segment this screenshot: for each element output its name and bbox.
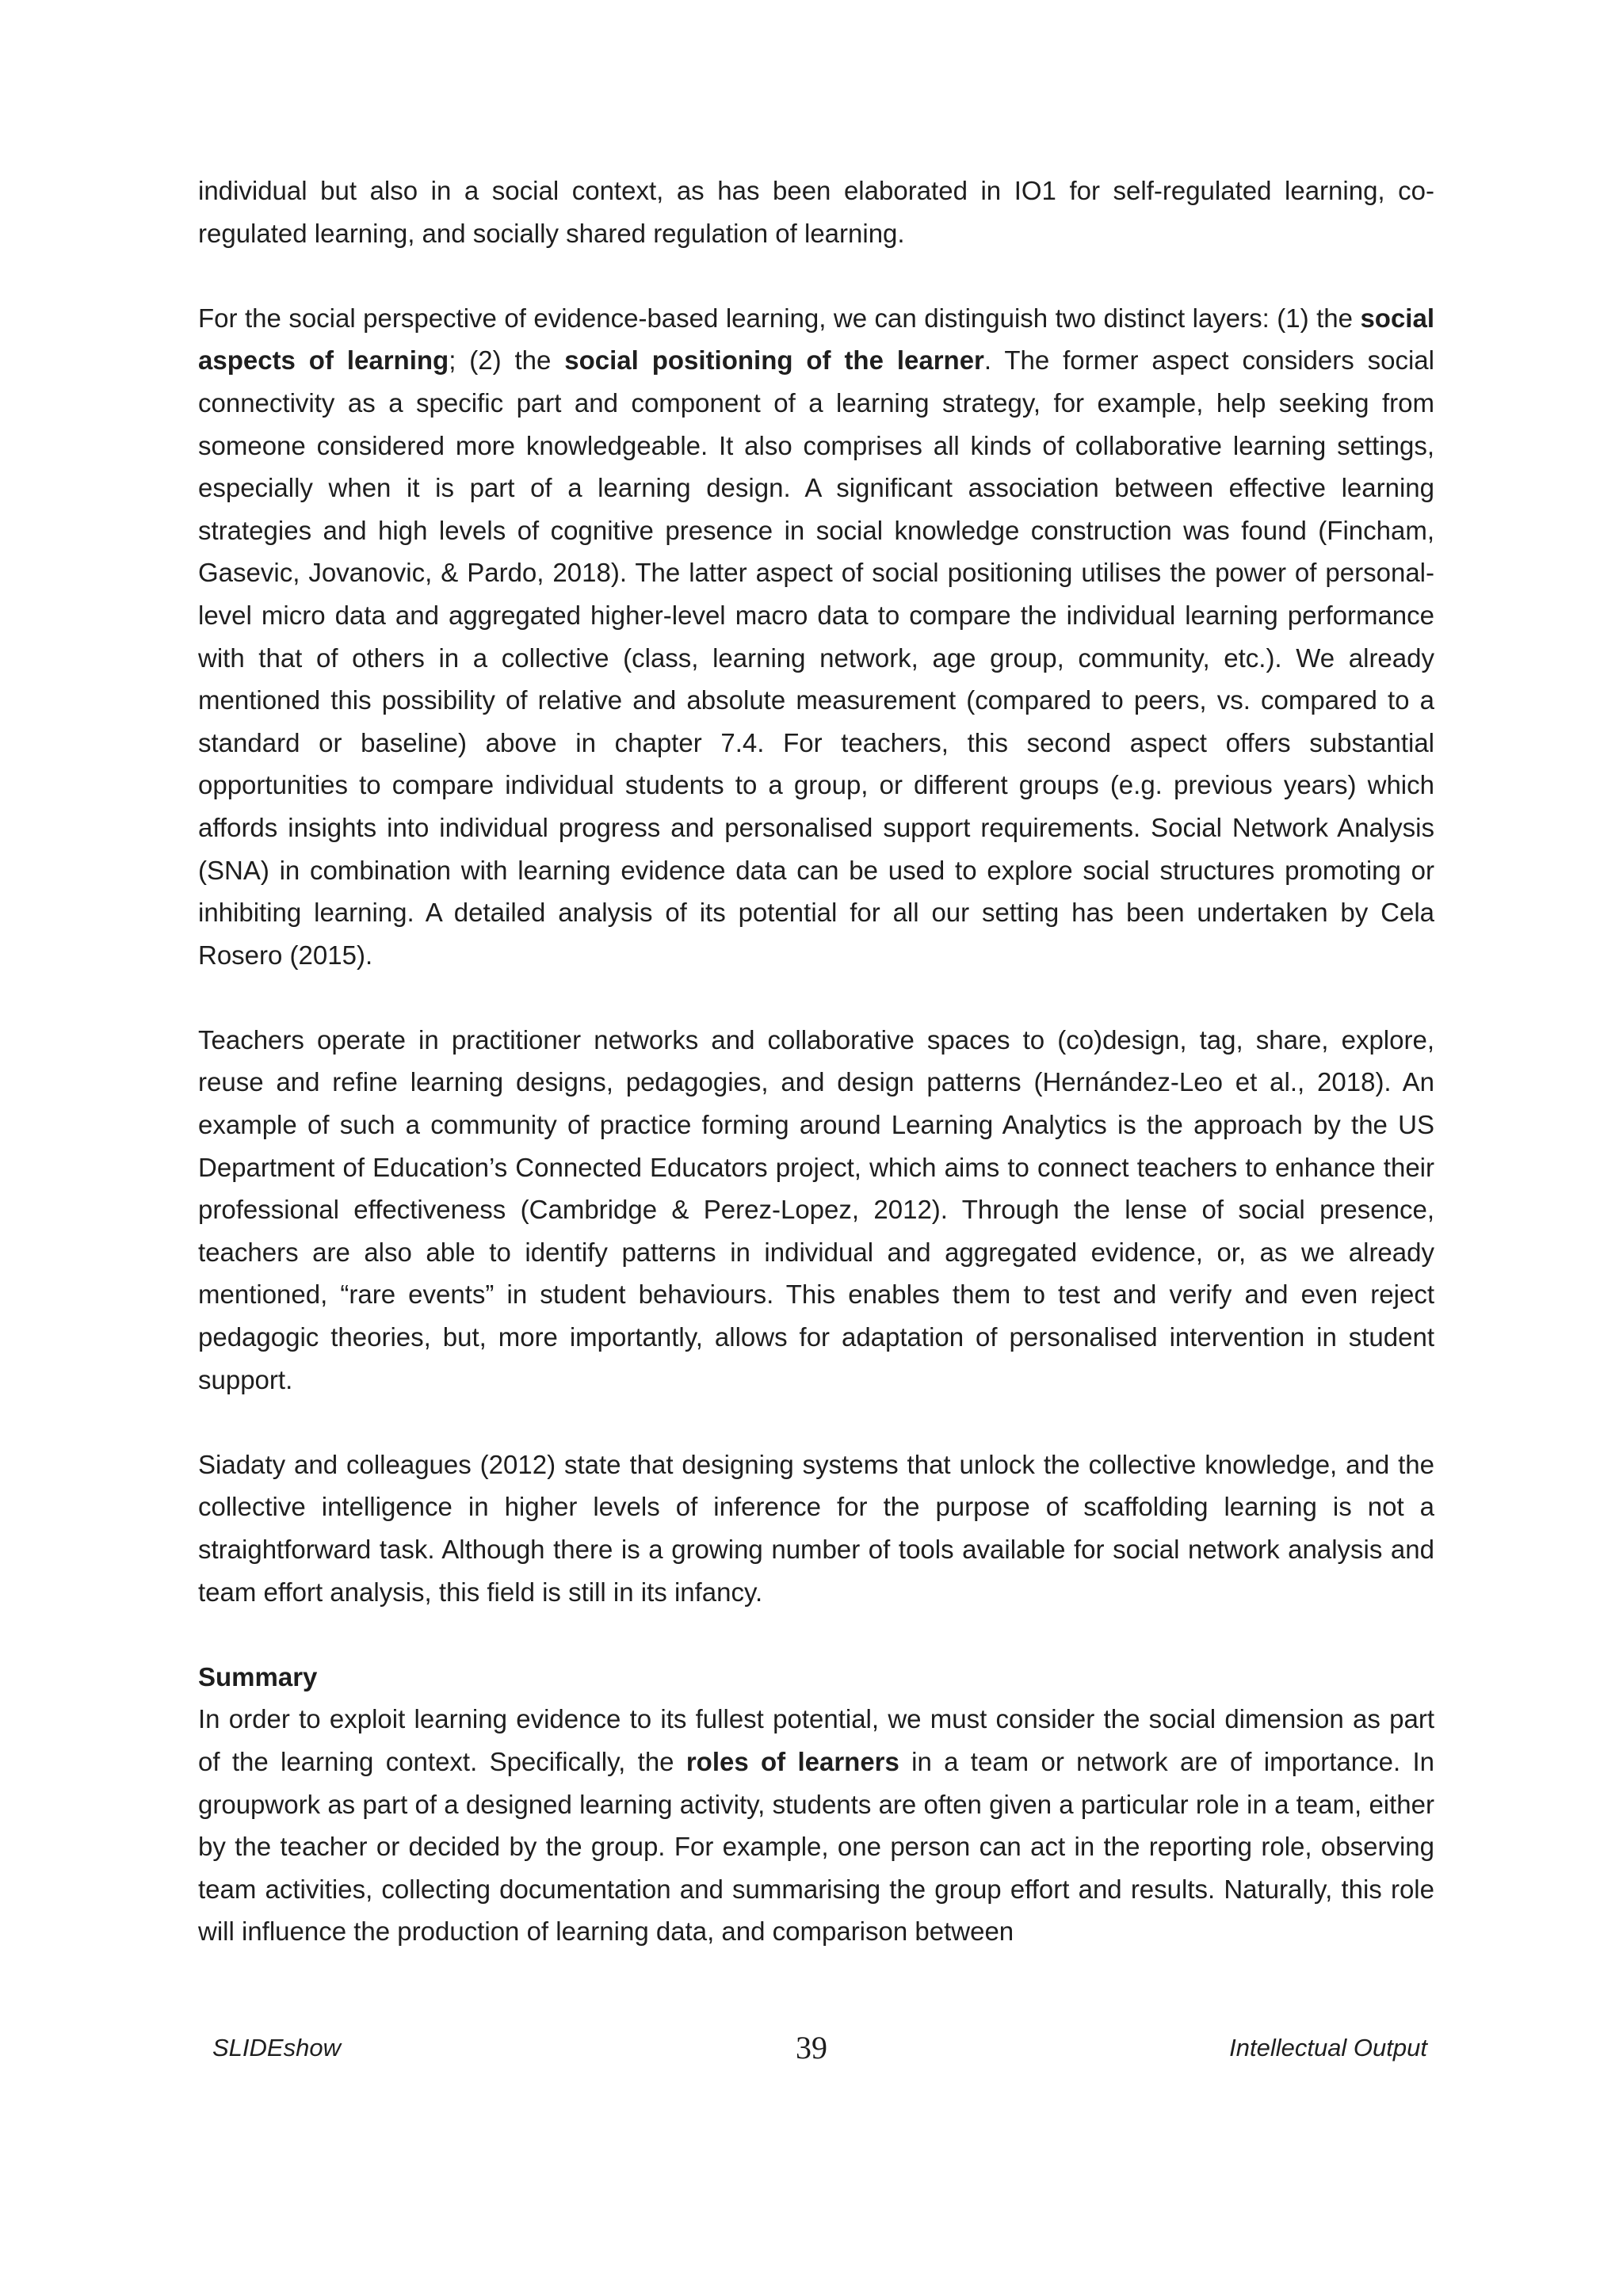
paragraph-teacher-networks xyxy=(198,1019,1434,1401)
summary-text-body: in a team or network are of importance. In groupwork as part of a designed learning activity, students are often given a particular role in a team, either by the teacher or decided by the group. For example, one person can act in the reporting role, observing team activities, collecting documentation and summarising the group effort and results. Naturally, this role will influence the production of learning data, and comparison between xyxy=(198,1746,1434,1947)
paragraph-siadaty xyxy=(198,1444,1434,1613)
bold-term-social-aspects: social aspects of learning xyxy=(198,303,1434,376)
bold-term-roles-of-learners: roles of learners xyxy=(685,1746,899,1776)
paragraph-social-perspective xyxy=(198,297,1434,977)
footer-output-label: Intellectual Output xyxy=(1229,2034,1427,2061)
summary-text-intro: In order to exploit learning evidence to its fullest potential, we must consider the social dimension as part of the learning context. Specifically, the xyxy=(198,1704,1434,1776)
bold-term-social-positioning: social positioning of the learner xyxy=(564,345,984,376)
paragraph-text: individual but also in a social context, as has been elaborated in IO1 for self-regulated learning, co-regulated learning, and socially shared regulation of learning. xyxy=(198,176,1434,248)
summary-paragraph xyxy=(198,1698,1434,1953)
footer-page-number: 39 xyxy=(796,2030,827,2065)
paragraph-text: Teachers operate in practitioner networks and collaborative spaces to (co)design, tag, share, explore, reuse and refine learning designs, pedagogies, and design patterns (Hernández-Leo et al., 2018). An example of such a community of practice forming around Learning Analytics is the approach by the US Department of Education’s Connected Educators project, which aims to connect teachers to enhance their professional effectiveness (Cambridge & Perez-Lopez, 2012). Through the lense of social presence, teachers are also able to identify patterns in individual and aggregated evidence, or, as we already mentioned, “rare events” in student behaviours. This enables them to test and verify and even reject pedagogic theories, but, more importantly, allows for adaptation of personalised intervention in student support. xyxy=(198,1024,1434,1394)
paragraph-text: Siadaty and colleagues (2012) state that designing systems that unlock the collective knowledge, and the collective intelligence in higher levels of inference for the purpose of scaffolding learning is not a straightforward task. Although there is a growing number of tools available for social network analysis and team effort analysis, this field is still in its infancy. xyxy=(198,1449,1434,1607)
paragraph-text-body: . The former aspect considers social connectivity as a specific part and component of a learning strategy, for example, help seeking from someone considered more knowledgeable. It also comprises all kinds of collaborative learning settings, especially when it is part of a learning design. A significant association between effective learning strategies and high levels of cognitive presence in social knowledge construction was found (Fincham, Gasevic, Jovanovic, & Pardo, 2018). The latter aspect of social positioning utilises the power of personal-level micro data and aggregated higher-level macro data to compare the individual learning performance with that of others in a collective (class, learning network, age group, community, etc.). We already mentioned this possibility of relative and absolute measurement (compared to peers, vs. compared to a standard or baseline) above in chapter 7.4. For teachers, this second aspect offers substantial opportunities to compare individual students to a group, or different groups (e.g. previous years) which affords insights into individual progress and personalised support requirements. Social Network Analysis (SNA) in combination with learning evidence data can be used to explore social structures promoting or inhibiting learning. A detailed analysis of its potential for all our setting has been undertaken by Cela Rosero (2015). xyxy=(198,345,1434,970)
paragraph-self-regulation xyxy=(198,170,1434,254)
paragraph-text-separator: ; (2) the xyxy=(449,345,565,376)
summary-heading: Summary xyxy=(198,1661,318,1691)
paragraph-text-intro: For the social perspective of evidence-based learning, we can distinguish two distinct layers: (1) the xyxy=(198,303,1361,333)
footer-document-name: SLIDEshow xyxy=(212,2034,341,2061)
page-body xyxy=(198,170,1434,1953)
